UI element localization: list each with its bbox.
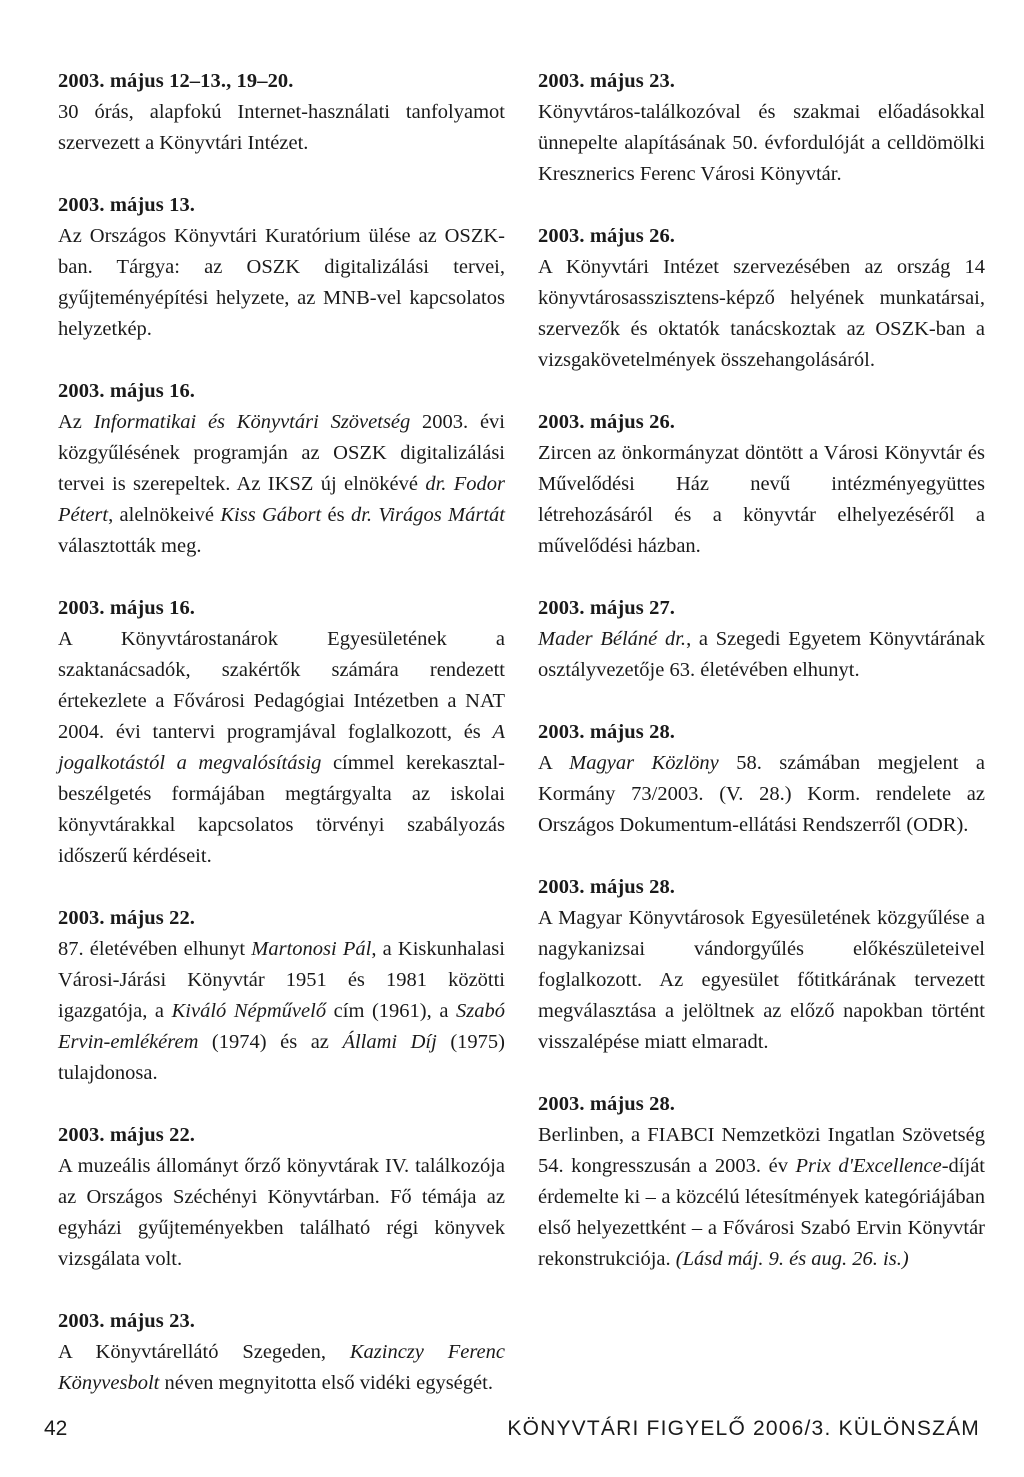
entry-date: 2003. május 22.: [58, 907, 196, 929]
text-segment: A Könyvtárellátó Szegeden,: [58, 1341, 350, 1363]
chronology-entry: [538, 221, 985, 376]
italic-text: Prix d'Excellence: [795, 1155, 942, 1177]
text-segment: és: [321, 504, 351, 526]
entry-date: 2003. május 28.: [538, 1093, 676, 1115]
text-segment: Berlinben, a FIABCI Nemzetközi Ingatlan Szövetség 54. kongresszusán a 2003. év: [538, 1124, 985, 1177]
entry-text: [538, 624, 985, 686]
italic-text: Szabó Ervin-emlékérem: [58, 1000, 505, 1053]
text-segment: , a Kiskunhalasi Városi-Járási Könyvtár 1951 és 1981 közötti igazgatója, a: [58, 938, 505, 1022]
text-segment: cím (1961), a: [326, 1000, 456, 1022]
text-segment: Az: [58, 411, 94, 433]
italic-text: dr. Virágos Mártát: [350, 504, 505, 526]
entry-date: 2003. május 26.: [538, 225, 676, 247]
chronology-entry: [58, 1120, 505, 1275]
chronology-entry: [538, 717, 985, 841]
text-segment: 30 órás, alapfokú Internet-használati tanfolyamot szervezett a Könyvtári Intézet.: [58, 101, 505, 154]
text-segment: A Magyar Könyvtárosok Egyesületének közgyűlése a nagykanizsai vándorgyűlés előkészületeivel foglalkozott. Az egyesület főtitkárának tervezett megválasztása a jelöltnek az előző napokban történt visszalépése miatt elmaradt.: [538, 907, 985, 1053]
chronology-entry: [58, 190, 505, 345]
chronology-entry: [538, 407, 985, 562]
text-segment: 58. számában megjelent a Kormány 73/2003. (V. 28.) Korm. rendelete az Országos Dokumentum-ellátási Rendszerről (ODR).: [538, 752, 985, 836]
chronology-entry: [58, 66, 505, 159]
text-segment: címmel kerekasztal-beszélgetés formájában megtárgyalta az iskolai könyvtárakkal kapcsolatos törvényi szabályozás időszerű kérdéseit.: [58, 752, 506, 867]
text-segment: Zircen az önkormányzat döntött a Városi Könyvtár és Művelődési Ház nevű intézményegyüttes létrehozásáról és a könyvtár elhelyezéséről a művelődési házban.: [538, 442, 985, 557]
entry-text: [538, 903, 985, 1058]
chronology-entry: [538, 66, 985, 190]
entry-text: [58, 1337, 505, 1399]
journal-title: KÖNYVTÁRI FIGYELŐ 2006/3. KÜLÖNSZÁM: [507, 1417, 980, 1440]
entry-text: [58, 97, 505, 159]
text-segment: 2003. évi közgyűlésének programján az OSZK digitalizálási tervei is szerepeltek. Az IKSZ új elnökévé: [58, 411, 506, 495]
italic-text: Mader Béláné dr.: [538, 628, 687, 650]
entry-text: [58, 407, 505, 562]
chronology-entry: [538, 593, 985, 686]
chronology-entry: [538, 1089, 985, 1275]
entry-date: 2003. május 28.: [538, 876, 676, 898]
entry-date: 2003. május 13.: [58, 194, 196, 216]
italic-text: Martonosi Pál: [251, 938, 372, 960]
text-segment: -díját érdemelte ki – a közcélú létesítmények kategóriájában első helyezettként – a Fővárosi Szabó Ervin Könyvtár rekonstrukciója.: [538, 1155, 985, 1270]
entry-date: 2003. május 23.: [58, 1310, 196, 1332]
page-number: 42: [44, 1417, 68, 1440]
entry-date: 2003. május 23.: [538, 70, 676, 92]
italic-text: Kiváló Népművelő: [171, 1000, 327, 1022]
chronology-entry: [58, 1306, 505, 1399]
text-segment: , a Szegedi Egyetem Könyvtárának osztályvezetője 63. életévében elhunyt.: [538, 628, 985, 681]
italic-text: Kazinczy Ferenc Könyvesbolt: [58, 1341, 505, 1394]
chronology-entry: [58, 376, 505, 562]
entry-text: [538, 1120, 985, 1275]
entry-date: 2003. május 16.: [58, 597, 196, 619]
italic-text: (Lásd máj. 9. és aug. 26. is.): [675, 1248, 909, 1270]
chronology-entry: [538, 872, 985, 1058]
right-column: [538, 66, 985, 1306]
text-segment: A muzeális állományt őrző könyvtárak IV. találkozója az Országos Széchényi Könyvtárban. Fő témája az egyházi gyűjteményekben található régi könyvek vizsgálata volt.: [58, 1155, 505, 1270]
entry-date: 2003. május 28.: [538, 721, 676, 743]
text-segment: Könyvtáros-találkozóval és szakmai előadásokkal ünnepelte alapításának 50. évfordulóját a celldömölki Kresznerics Ferenc Városi Könyvtár.: [538, 101, 985, 185]
italic-text: Informatikai és Könyvtári Szövetség: [93, 411, 411, 433]
entry-date: 2003. május 16.: [58, 380, 196, 402]
entry-text: [58, 221, 505, 345]
italic-text: Kiss Gábort: [220, 504, 322, 526]
text-segment: A: [538, 752, 570, 774]
italic-text: Állami Díj: [342, 1031, 437, 1053]
text-segment: A Könyvtári Intézet szervezésében az ország 14 könyvtárosasszisztens-képző helyének munkatársai, szervezők és oktatók tanácskoztak az OSZK-ban a vizsgakövetelmények összehangolásáról.: [538, 256, 985, 371]
entry-text: [538, 252, 985, 376]
entry-date: 2003. május 26.: [538, 411, 676, 433]
entry-text: [538, 748, 985, 841]
text-segment: , alelnökeivé: [108, 504, 221, 526]
text-segment: (1974) és az: [198, 1031, 343, 1053]
italic-text: A jogalkotástól a megvalósításig: [58, 721, 505, 774]
chronology-entry: [58, 593, 505, 872]
entry-text: [58, 934, 505, 1089]
text-segment: (1975) tulajdonosa.: [58, 1031, 506, 1084]
italic-text: Magyar Közlöny: [569, 752, 719, 774]
text-segment: néven megnyitotta első vidéki egységét.: [159, 1372, 493, 1394]
text-segment: A Könyvtárostanárok Egyesületének a szaktanácsadók, szakértők számára rendezett értekezlete a Fővárosi Pedagógiai Intézetben a NAT 2004. évi tantervi programjával foglalkozott, és: [58, 628, 505, 743]
text-segment: választották meg.: [58, 535, 202, 557]
italic-text: dr. Fodor Pétert: [58, 473, 505, 526]
entry-date: 2003. május 12–13., 19–20.: [58, 70, 294, 92]
entry-text: [58, 624, 505, 872]
text-segment: Az Országos Könyvtári Kuratórium ülése az OSZK-ban. Tárgya: az OSZK digitalizálási tervei, gyűjteményépítési helyzete, az MNB-vel kapcsolatos helyzetkép.: [58, 225, 505, 340]
page-footer: [0, 1414, 1024, 1444]
entry-text: [58, 1151, 505, 1275]
chronology-entry: [58, 903, 505, 1089]
entry-date: 2003. május 22.: [58, 1124, 196, 1146]
text-segment: 87. életévében elhunyt: [58, 938, 252, 960]
entry-text: [538, 97, 985, 190]
entry-date: 2003. május 27.: [538, 597, 676, 619]
entry-text: [538, 438, 985, 562]
left-column: [58, 66, 505, 1430]
